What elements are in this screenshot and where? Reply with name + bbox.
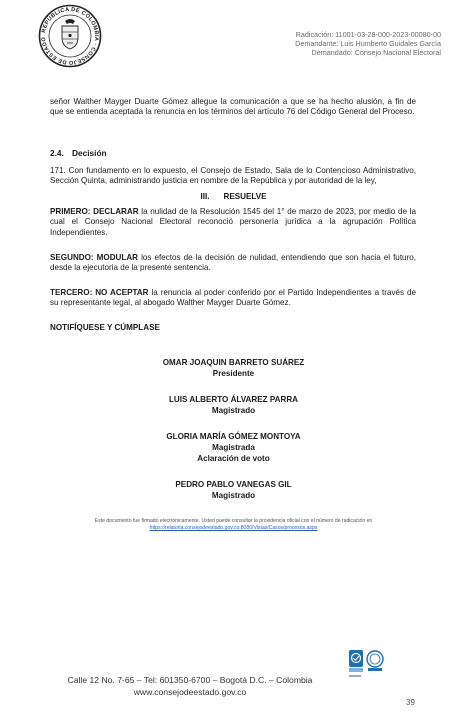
notice-text: Este documento fue firmado electrónicamente. Usted puede consultar la providencia oficial con el número de radicación en [94,518,373,524]
signature-block [0,357,467,379]
signer-name: LUIS ALBERTO ÁLVAREZ PARRA [168,395,299,404]
intro-paragraph: señor Walther Mayger Duarte Gómez allegue la comunicación a que se ha hecho alusión, a fin de que se entienda aceptada la renuncia en los términos del artículo 76 del Código General del Proceso. [50,97,416,117]
certification-badge-icon [346,648,396,688]
signature-block [0,431,467,464]
case-metadata [295,30,441,57]
signer-role: Magistrado [211,406,256,415]
certification-logos [346,648,396,688]
primero-lead: PRIMERO: DECLARAR [50,207,139,216]
seal-emblem-icon [38,4,102,68]
signer-name: OMAR JOAQUIN BARRETO SUÁREZ [162,358,305,367]
footer-website[interactable]: www.consejodeestado.gov.co [133,687,247,697]
footer-address: Calle 12 No. 7-65 – Tel: 601350-6700 – Bogotá D.C. – Colombia [67,675,313,685]
segundo-paragraph [50,253,416,274]
svg-text:REPÚBLICA DE COLOMBIA · CONSEJ: REPÚBLICA DE COLOMBIA · CONSEJO DE ESTADO [40,6,100,66]
signer-name: GLORIA MARÍA GÓMEZ MONTOYA [166,432,301,441]
paragraph-171: 171. Con fundamento en lo expuesto, el Consejo de Estado, Sala de lo Contencioso Administrativo, Sección Quinta, administrando justicia en nombre de la República y por autoridad de la ley, [50,166,416,186]
tercero-paragraph [50,288,416,309]
decision-title: Decisión [72,148,107,158]
resuelve-number: III. [200,192,210,201]
verification-link[interactable]: https://relatoria.consejodeestado.gov.co:8080/Vistas/Casos/procesos.aspx [149,525,318,531]
signer-name: PEDRO PABLO VANEGAS GIL [175,480,292,489]
segundo-lead: SEGUNDO: MODULAR [50,253,139,262]
decision-heading [50,148,107,158]
signature-block [0,394,467,416]
tercero-lead: TERCERO: NO ACEPTAR [50,288,149,297]
signer-role: Magistrado [211,491,256,500]
segundo-text: los efectos de la decisión de nulidad, entendiendo que son hacia el futuro, desde la ejecutoria de la presente sentencia. [50,253,417,273]
electronic-signature-notice [0,518,467,532]
page-footer [60,674,320,698]
page-number: 39 [406,698,415,707]
primero-paragraph [50,207,416,238]
decision-number: 2.4. [50,148,64,158]
case-radicacion: Radicación: 11001-03-28-000-2023-00080-00 [295,30,441,39]
tercero-text: la renuncia al poder conferido por el Partido Independientes a través de su representante legal, al abogado Walther Mayger Duarte Gómez. [50,288,417,308]
consejo-de-estado-seal [38,4,102,68]
case-demandante: Demandante: Luis Humberto Guidales García [295,39,441,48]
signer-role: Magistrada [212,443,255,452]
signer-note: Aclaración de voto [197,454,270,463]
primero-text: la nulidad de la Resolución 1545 del 1° de marzo de 2023, por medio de la cual el Consejo Nacional Electoral reconoció personería jurídica a la agrupación Política Independientes. [50,207,416,237]
case-demandado: Demandado: Consejo Nacional Electoral [311,48,441,57]
signature-block [0,479,467,501]
notificacion-heading: NOTIFÍQUESE Y CÚMPLASE [50,323,160,332]
resuelve-heading [0,192,467,201]
signer-role: Presidente [212,369,255,378]
resuelve-title: RESUELVE [223,192,267,201]
